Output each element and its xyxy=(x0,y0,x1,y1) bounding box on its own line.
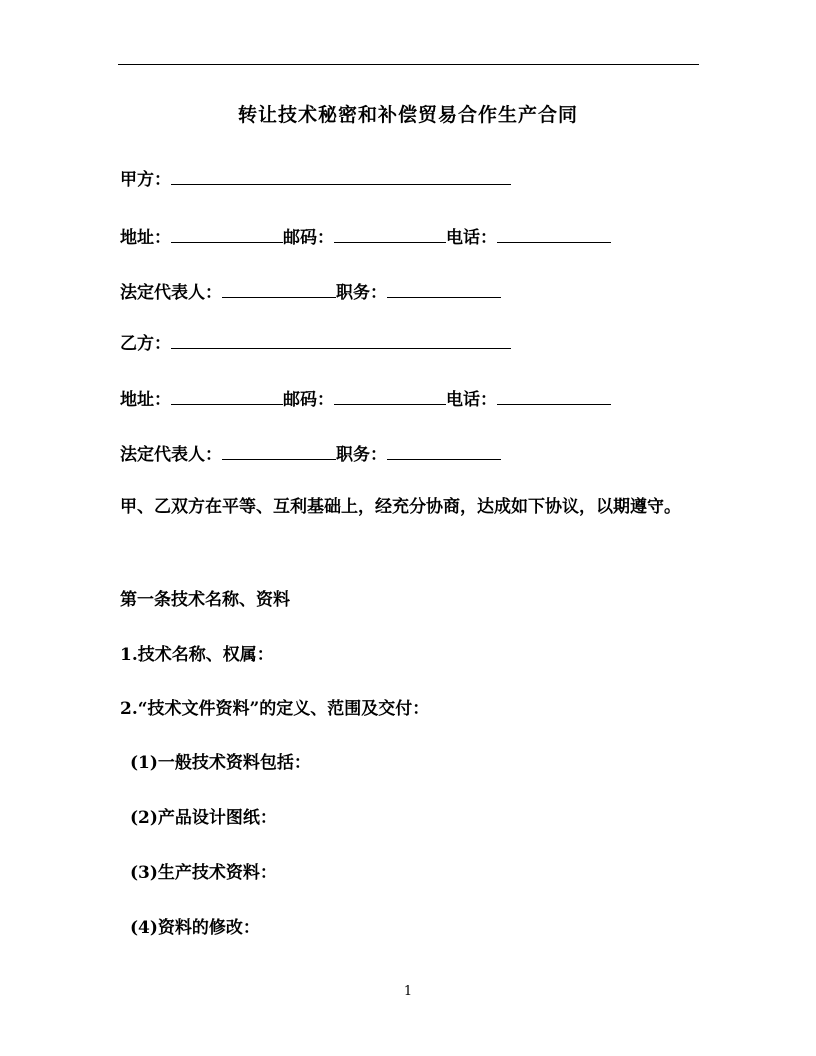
party-a-rep-blank[interactable] xyxy=(222,279,336,298)
party-b-blank[interactable] xyxy=(171,330,511,349)
sub-item-4: (4)资料的修改： xyxy=(130,918,260,938)
page-number: 1 xyxy=(403,984,413,999)
document-title: 转让技术秘密和补偿贸易合作生产合同 xyxy=(237,104,578,126)
item-2: 2.“技术文件资料”的定义、范围及交付： xyxy=(120,699,430,719)
item-1: 1.技术名称、权属： xyxy=(120,645,274,665)
party-b-rep-line xyxy=(120,441,501,467)
intro-paragraph: 甲、乙双方在平等、互利基础上，经充分协商，达成如下协议，以期遵守。 xyxy=(120,497,681,517)
party-a-phone-blank[interactable] xyxy=(497,224,611,243)
party-b-line xyxy=(120,330,511,356)
party-a-line xyxy=(120,166,511,192)
party-b-address-label: 地址： xyxy=(120,390,171,410)
party-b-position-blank[interactable] xyxy=(387,441,501,460)
party-a-rep-line xyxy=(120,279,501,305)
party-a-contact-line xyxy=(120,224,611,250)
party-b-phone-blank[interactable] xyxy=(497,386,611,405)
sub-item-1: (1)一般技术资料包括： xyxy=(130,753,311,773)
party-b-contact-line xyxy=(120,386,611,412)
article-1-heading: 第一条技术名称、资料 xyxy=(120,590,290,610)
party-a-address-blank[interactable] xyxy=(171,224,283,243)
party-a-phone-label: 电话： xyxy=(446,228,497,248)
party-a-label: 甲方： xyxy=(120,170,171,190)
party-a-address-label: 地址： xyxy=(120,228,171,248)
party-a-postcode-blank[interactable] xyxy=(334,224,446,243)
party-b-postcode-label: 邮码： xyxy=(283,390,334,410)
party-b-rep-blank[interactable] xyxy=(222,441,336,460)
sub-item-3: (3)生产技术资料： xyxy=(130,863,277,883)
party-b-rep-label: 法定代表人： xyxy=(120,445,222,465)
party-a-position-label: 职务： xyxy=(336,283,387,303)
party-b-phone-label: 电话： xyxy=(446,390,497,410)
party-a-blank[interactable] xyxy=(171,166,511,185)
party-b-label: 乙方： xyxy=(120,334,171,354)
party-a-postcode-label: 邮码： xyxy=(283,228,334,248)
party-b-postcode-blank[interactable] xyxy=(334,386,446,405)
party-a-position-blank[interactable] xyxy=(387,279,501,298)
sub-item-2: (2)产品设计图纸： xyxy=(130,808,277,828)
party-b-position-label: 职务： xyxy=(336,445,387,465)
party-a-rep-label: 法定代表人： xyxy=(120,283,222,303)
party-b-address-blank[interactable] xyxy=(171,386,283,405)
header-rule xyxy=(118,64,699,65)
